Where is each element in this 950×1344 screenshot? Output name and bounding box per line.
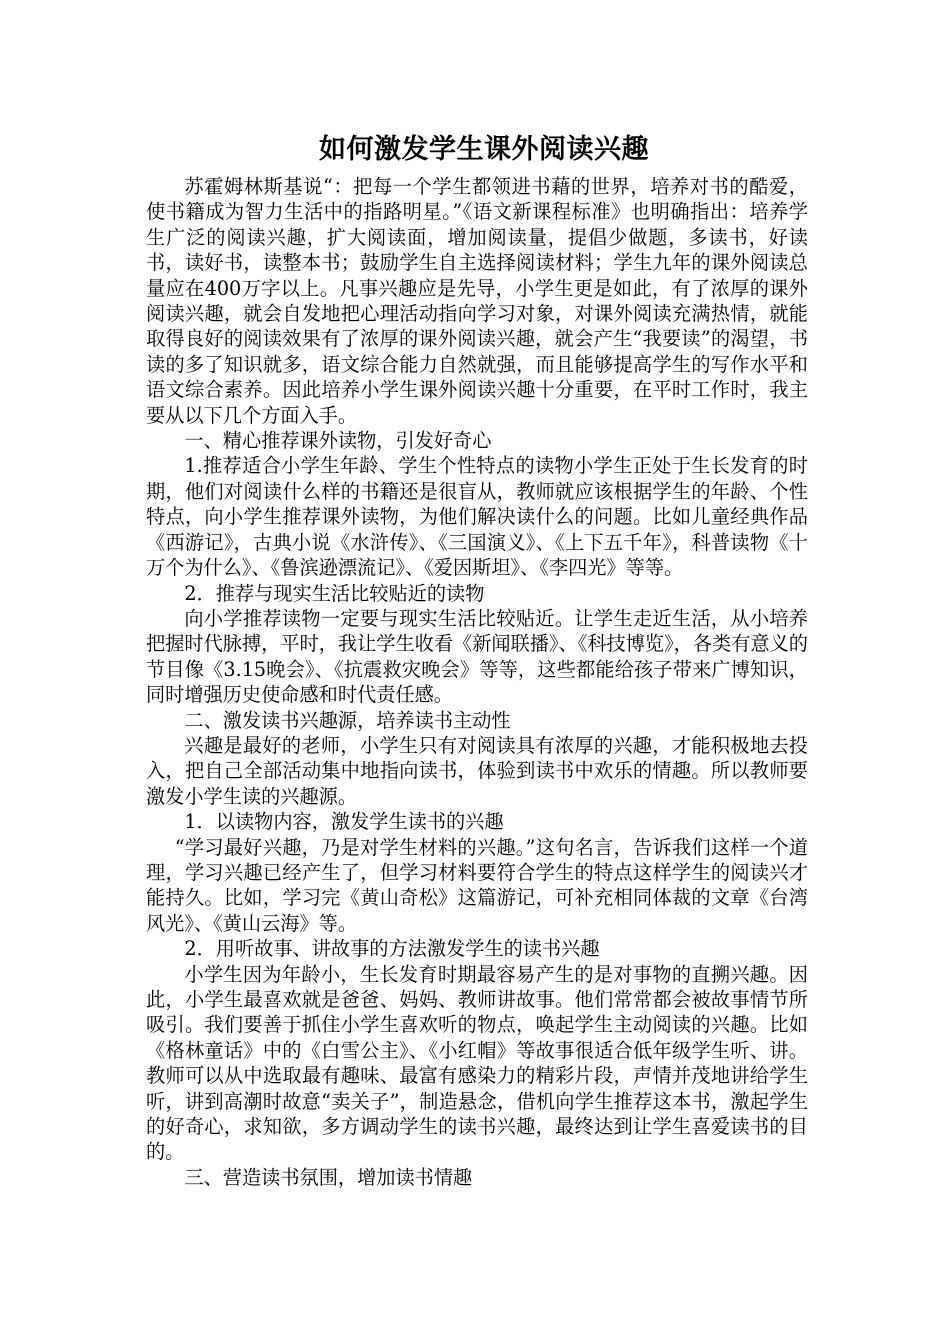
intro-paragraph: 苏霍姆林斯基说“：把每一个学生都领进书藉的世界，培养对书的酷爱，使书籍成为智力生活中的指路明星。”《语文新课程标准》也明确指出：培养学生广泛的阅读兴趣，扩大阅读面，增加阅读量，提倡少做题，多读书，好读书，读好书，读整本书；鼓励学生自主选择阅读材料；学生九年的课外阅读总量应在400万字以上。凡事兴趣应是先导，小学生更是如此，有了浓厚的课外阅读兴趣，就会自发地把心理活动指向学习对象，对课外阅读充满热情，就能取得良好的阅读效果有了浓厚的课外阅读兴趣，就会产生“我要读”的渴望，书读的多了知识就多，语文综合能力自然就强，而且能够提高学生的写作水平和语文综合素养。因此培养小学生课外阅读兴趣十分重要，在平时工作时，我主要从以下几个方面入手。 xyxy=(146,175,808,427)
paragraph-storytelling: 小学生因为年龄小，生长发育时期最容易产生的是对事物的直搠兴趣。因此，小学生最喜欢就是爸爸、妈妈、教师讲故事。他们常常都会被故事情节所吸引。我们要善于抓住小学生喜欢听的物点，唤起学生主动阅读的兴趣。比如《格林童话》中的《白雪公主》、《小红帽》等故事很适合低年级学生听、讲。教师可以从中选取最有趣味、最富有感染力的精彩片段，声情并茂地讲给学生听，讲到高潮时故意“卖关子”，制造悬念，借机向学生推荐这本书，激起学生的好奇心，求知欲，多方调动学生的读书兴趣，最终达到让学生喜爱读书的目的。 xyxy=(146,962,808,1164)
paragraph-quote: “学习最好兴趣，乃是对学生材料的兴趣。”这句名言，告诉我们这样一个道理，学习兴趣已经产生了，但学习材料要符合学生的特点这样学生的阅读兴才能持久。比如，学习完《黄山奇松》这篇游记，可补充相同体裁的文章《台湾风光》、《黄山云海》等。 xyxy=(146,835,808,935)
section-heading-3: 三、营造读书氛围，增加读书情趣 xyxy=(184,1165,473,1189)
document-title: 如何激发学生课外阅读兴趣 xyxy=(319,134,649,165)
paragraph-real-life: 向小学推荐读物一定要与现实生活比较贴近。让学生走近生活，从小培养把握时代脉搏，平时，我让学生收看《新闻联播》、《科技博览》，各类有意义的节目像《3.15晚会》、《抗震救灾晚会》等等，这些都能给孩子带来广博知识，同时增强历史使命感和时代责任感。 xyxy=(146,606,808,707)
subheading-content-interest: 1．以读物内容，激发学生读书的兴趣 xyxy=(184,810,504,834)
subheading-storytelling: 2．用听故事、讲故事的方法激发学生的读书兴趣 xyxy=(184,937,600,961)
paragraph-interest-teacher: 兴趣是最好的老师，小学生只有对阅读具有浓厚的兴趣，才能积极地去投入，把自己全部活动集中地指向读书，体验到读书中欢乐的情趣。所以教师要激发小学生读的兴趣源。 xyxy=(146,733,808,808)
section-heading-2: 二、激发读书兴趣源，培养读书主动性 xyxy=(184,708,511,732)
subheading-real-life: 2．推荐与现实生活比较贴近的读物 xyxy=(184,581,485,605)
paragraph-recommend-age: 1.推荐适合小学生年龄、学生个性特点的读物小学生正处于生长发育的时期，他们对阅读什么样的书籍还是很盲从，教师就应该根据学生的年龄、个性特点，向小学生推荐课外读物，为他们解决读什么的问题。比如儿童经典作品《西游记》，古典小说《水浒传》、《三国演义》、《上下五千年》，科普读物《十万个为什么》、《鲁滨逊漂流记》、《爱因斯坦》、《李四光》等等。 xyxy=(146,454,808,580)
section-heading-1: 一、精心推荐课外读物，引发好奇心 xyxy=(184,429,492,453)
document-page xyxy=(146,132,808,1190)
